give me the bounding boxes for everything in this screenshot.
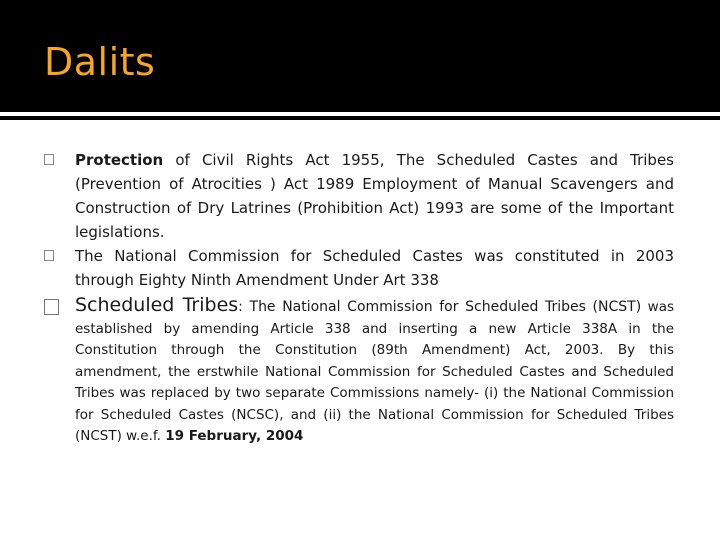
bullet-lead-rest: : The National Commission for Scheduled Tribes (NCST) bbox=[238, 299, 642, 315]
bullet-text: was established by amending Article 338 and inserting a new Article 338A in the Constitution through the Constitution (89th Amendment) Act, 2003. By this amendment, the erstwhile National Commission for Scheduled Castes and Scheduled Tribes was replaced by two separate Commissions namely- (i) the National Commission for Scheduled Castes (NCSC), and (ii) the National Commission for Scheduled Tribes (NCST) w.e.f. bbox=[75, 299, 674, 444]
slide-content bbox=[44, 148, 674, 448]
title-divider bbox=[0, 116, 720, 120]
bullet-bold-text: Protection bbox=[75, 151, 164, 169]
bullet-item-ncsc bbox=[44, 244, 674, 292]
bullet-text: The National Commission for Scheduled Castes was constituted in 2003 through Eighty Ninth Amendment Under Art 338 bbox=[75, 247, 674, 289]
bullet-box-icon bbox=[44, 154, 54, 165]
bullet-item-scheduled-tribes bbox=[44, 295, 674, 448]
bullet-box-icon bbox=[44, 299, 59, 315]
bullet-bold-date: 19 February, 2004 bbox=[165, 428, 304, 444]
bullet-item-protection bbox=[44, 148, 674, 244]
bullet-text: of Civil Rights Act 1955, The Scheduled Castes and Tribes (Prevention of Atrocities ) Act 1989 Employment of Manual Scavengers and Construction of Dry Latrines (Prohibition Act) 1993 are some of the Important legislations. bbox=[75, 151, 674, 241]
bullet-lead-text: Scheduled Tribes bbox=[75, 294, 239, 316]
slide-title: Dalits bbox=[44, 40, 156, 84]
bullet-box-icon bbox=[44, 250, 54, 261]
title-bar bbox=[0, 0, 720, 112]
